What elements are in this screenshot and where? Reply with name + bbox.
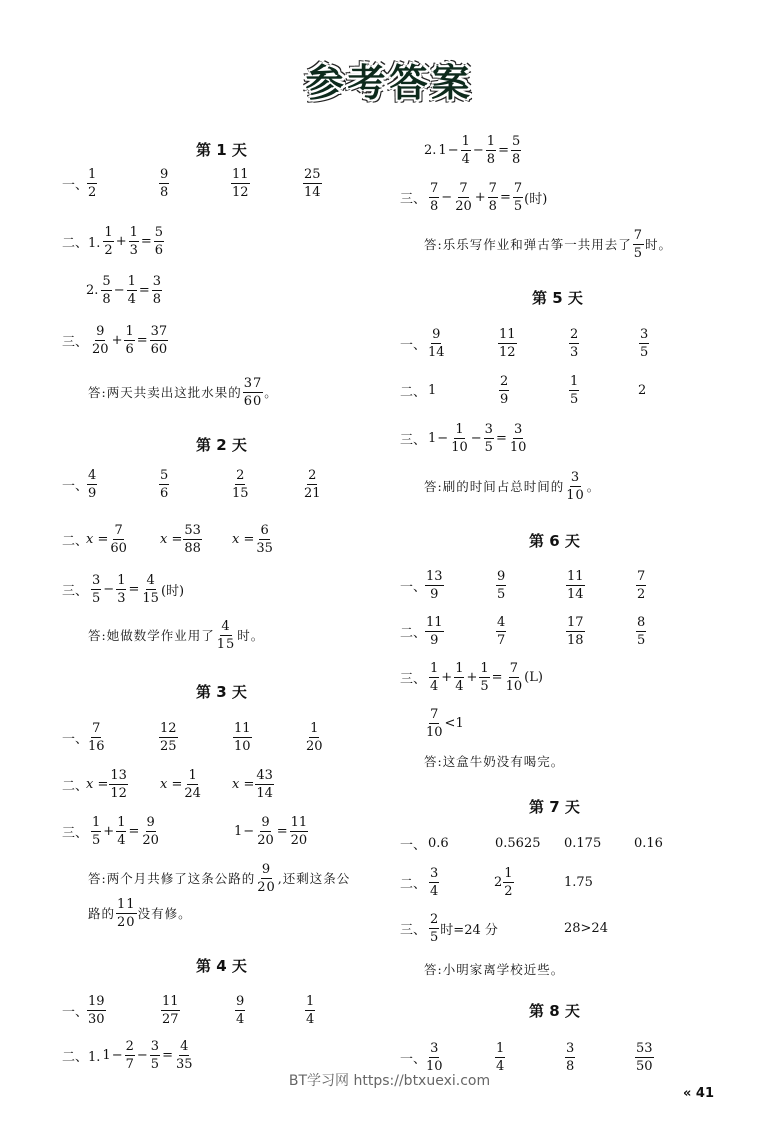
question-label: 一、 (62, 177, 89, 193)
day-2-answer: 答:她做数学作业用了 $\frac{4}{15}$ 时。 (88, 618, 265, 652)
day-7-q1: 一、 0.6 0.5625 0.175 0.16 (400, 835, 663, 853)
day-3-answer-line1: 答:两个月共修了这条公路的 $\frac{9}{20}$ ,还剩这条公 (88, 861, 351, 895)
watermark: BT学习网 https://btxuexi.com (288, 1073, 491, 1089)
day-1-q1 (62, 163, 362, 203)
day-3-q3: 三、 $\frac{1}{5}$ + $\frac{1}{4}$ = $\frac{9}{20}$ 1 − $\frac{9}{20}$ = $\frac{11}{20}$ (62, 814, 308, 848)
day-6-q1: 一、 $\frac{13}{9}$ $\frac{9}{5}$ $\frac{11}{14}$ $\frac{7}{2}$ (400, 568, 646, 602)
fraction: $\frac{25}{14}$ (304, 166, 321, 200)
day-7-q2: 二、 $\frac{3}{4}$ 2 $\frac{1}{2}$ 1.75 (400, 865, 593, 899)
page-number: « 41 (683, 1086, 715, 1101)
day-1-heading: 第 1 天 (196, 141, 247, 159)
day-5-q3: 三、 1 − $\frac{1}{10}$ − $\frac{3}{5}$ = $\frac{3}{10}$ (400, 421, 527, 455)
day-4-q2-2: 2. 1 − $\frac{1}{4}$ − $\frac{1}{8}$ = $\frac{5}{8}$ (424, 133, 521, 167)
day-6-q3: 三、 $\frac{1}{4}$ + $\frac{1}{4}$ + $\frac{1}{5}$ = $\frac{7}{10}$ (L) (400, 660, 543, 694)
fraction: $\frac{1}{2}$ (88, 166, 97, 200)
day-3-q2: 二、 x = $\frac{13}{12}$ x = $\frac{1}{24}$ x = $\frac{43}{14}$ (62, 767, 273, 801)
day-6-heading: 第 6 天 (529, 532, 580, 550)
day-6-answer: 答:这盒牛奶没有喝完。 (424, 754, 565, 769)
day-7-answer: 答:小明家离学校近些。 (424, 962, 565, 977)
day-8-q1: 一、 $\frac{3}{10}$ $\frac{1}{4}$ $\frac{3}{8}$ $\frac{53}{50}$ (400, 1040, 653, 1074)
day-2-q1: 一、 $\frac{4}{9}$ $\frac{5}{6}$ $\frac{2}{15}$ $\frac{2}{21}$ (62, 467, 321, 501)
day-3-answer-line2: 路的 $\frac{11}{20}$ 没有修。 (88, 896, 192, 930)
day-2-q3: 三、 $\frac{3}{5}$ − $\frac{1}{3}$ = $\frac{4}{15}$ (时) (62, 572, 185, 606)
day-4-q3: 三、 $\frac{7}{8}$ − $\frac{7}{20}$ + $\frac{7}{8}$ = $\frac{7}{5}$ (时) (400, 180, 548, 214)
day-3-heading: 第 3 天 (196, 683, 247, 701)
day-6-q2: 二、 $\frac{11}{9}$ $\frac{4}{7}$ $\frac{17}{18}$ $\frac{8}{5}$ (400, 614, 646, 648)
day-1-q2-2: 2. $\frac{5}{8}$ − $\frac{1}{4}$ = $\frac{3}{8}$ (86, 273, 162, 307)
day-1-q3: 三、 $\frac{9}{20}$ + $\frac{1}{6}$ = $\frac{37}{60}$ (62, 323, 168, 357)
day-7-heading: 第 7 天 (529, 798, 580, 816)
day-1-q2-1: 二、1. $\frac{1}{2}$ + $\frac{1}{3}$ = $\frac{5}{6}$ (62, 224, 164, 258)
day-4-heading: 第 4 天 (196, 957, 247, 975)
day-5-answer: 答:刷的时间占总时间的 $\frac{3}{10}$ 。 (424, 469, 601, 503)
day-1-answer: 答:两天共卖出这批水果的 $\frac{37}{60}$ 。 (88, 375, 278, 409)
fraction: $\frac{9}{8}$ (160, 166, 169, 200)
day-5-q2: 二、 1 $\frac{2}{9}$ $\frac{1}{5}$ 2 (400, 373, 647, 407)
fraction: $\frac{11}{12}$ (232, 166, 249, 200)
day-5-heading: 第 5 天 (532, 289, 583, 307)
day-4-q2-1: 二、1. 1 − $\frac{2}{7}$ − $\frac{3}{5}$ = $\frac{4}{35}$ (62, 1038, 193, 1072)
day-4-answer: 答:乐乐写作业和弹古筝一共用去了 $\frac{7}{5}$ 时。 (424, 227, 673, 261)
day-7-q3: 三、 $\frac{2}{5}$ 时=24 分 28>24 (400, 911, 608, 945)
day-5-q1: 一、 $\frac{9}{14}$ $\frac{11}{12}$ $\frac{2}{3}$ $\frac{3}{5}$ (400, 326, 649, 360)
day-4-q1: 一、 $\frac{19}{30}$ $\frac{11}{27}$ $\frac{9}{4}$ $\frac{1}{4}$ (62, 993, 315, 1027)
day-3-q1: 一、 $\frac{7}{16}$ $\frac{12}{25}$ $\frac{11}{10}$ $\frac{1}{20}$ (62, 720, 323, 754)
day-8-heading: 第 8 天 (529, 1002, 580, 1020)
page-title: 参考答案 (305, 61, 474, 105)
day-6-comparison: $\frac{7}{10}$ <1 (426, 706, 464, 740)
day-2-q2: 二、 x = $\frac{7}{60}$ x = $\frac{53}{88}$ x = $\frac{6}{35}$ (62, 522, 273, 556)
day-2-heading: 第 2 天 (196, 436, 247, 454)
